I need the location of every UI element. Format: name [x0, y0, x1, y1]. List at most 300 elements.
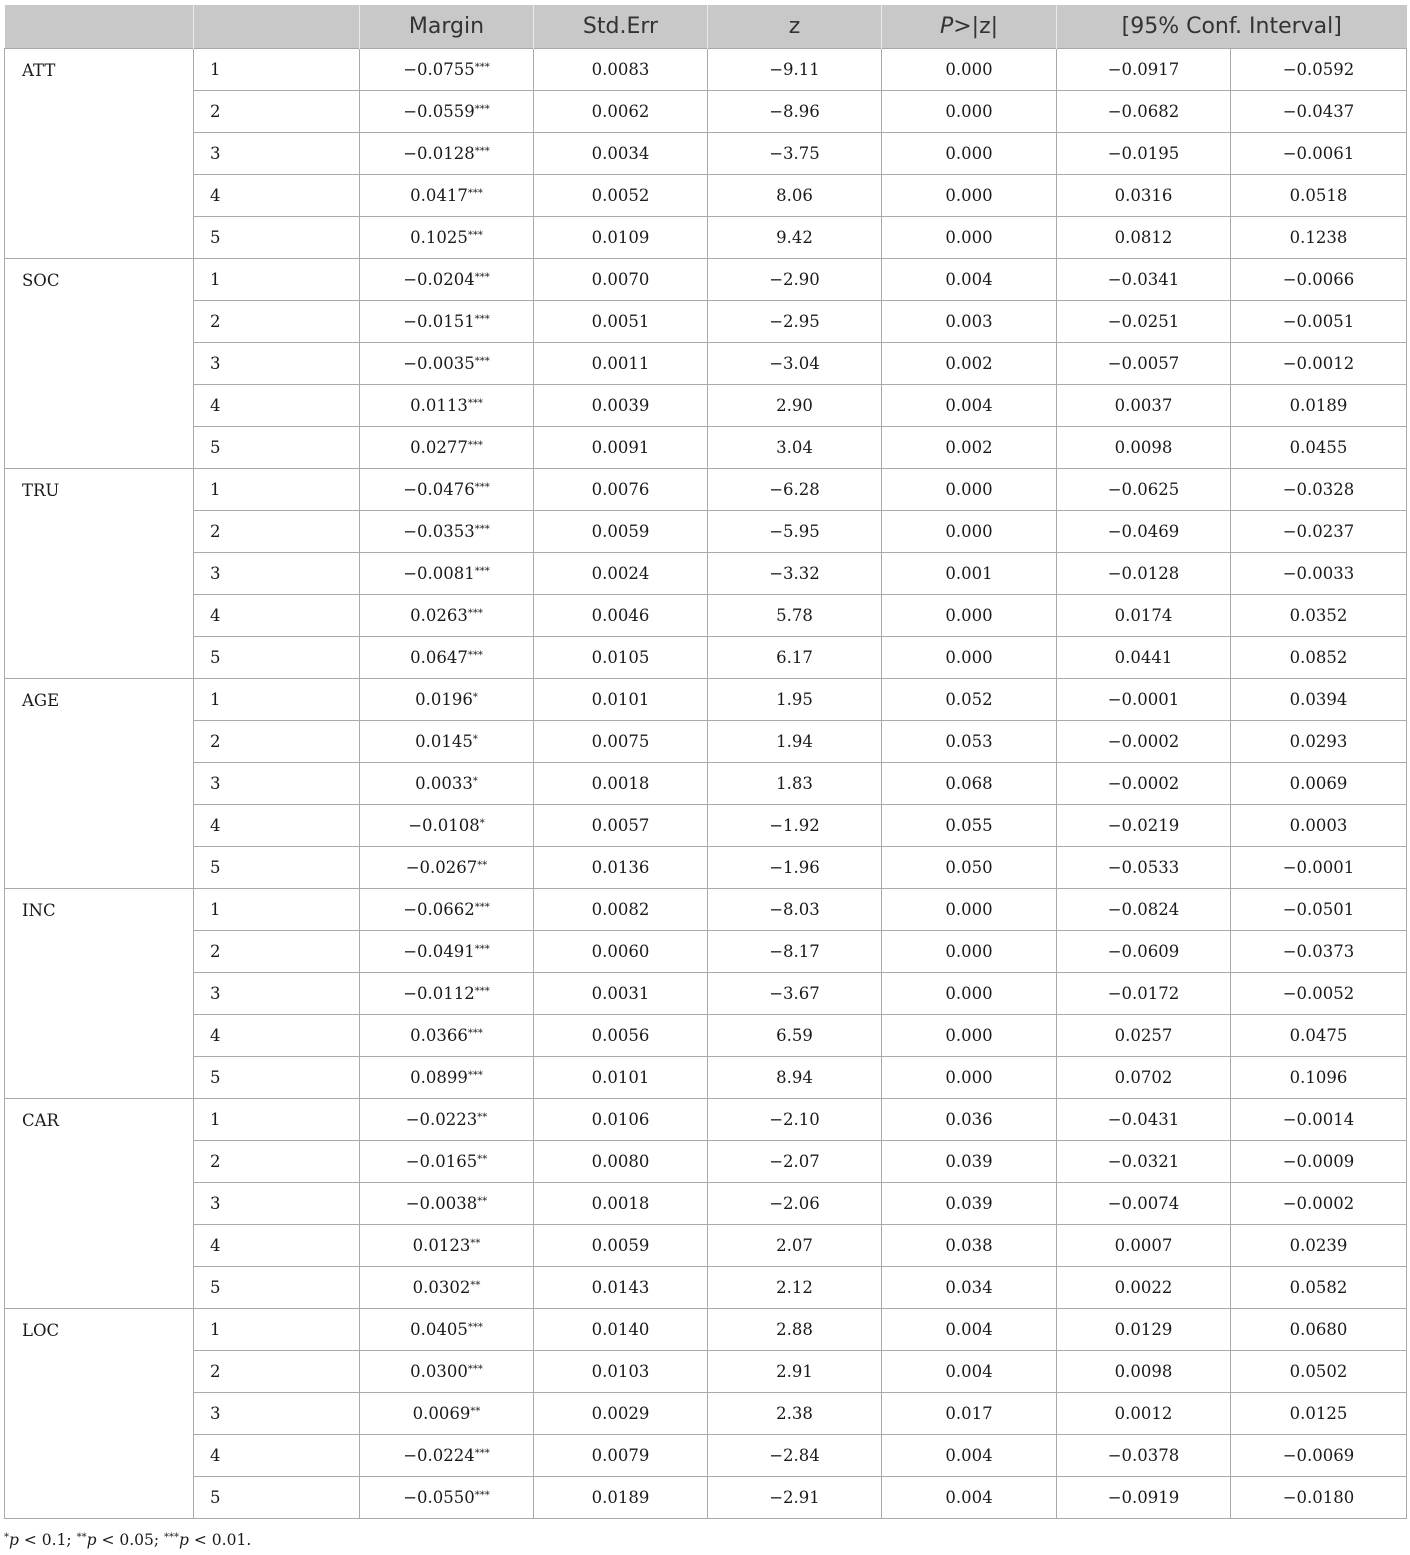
- p-value-cell: 0.000: [882, 217, 1057, 259]
- z-cell: 8.06: [708, 175, 882, 217]
- level-cell: 3: [194, 133, 360, 175]
- variable-name-cell: CAR: [5, 1099, 194, 1309]
- std-err-cell: 0.0051: [534, 301, 708, 343]
- level-cell: 3: [194, 553, 360, 595]
- table-row: [5, 553, 1407, 595]
- margin-cell: [360, 679, 534, 721]
- ci-upper-cell: 0.0502: [1231, 1351, 1407, 1393]
- ci-upper-cell: 0.0239: [1231, 1225, 1407, 1267]
- margin-cell: [360, 1393, 534, 1435]
- margin-value: −0.0353: [403, 522, 475, 541]
- footnote-p-2: p: [86, 1531, 97, 1549]
- marginal-effects-table-container: [4, 5, 1406, 1519]
- p-value-cell: 0.050: [882, 847, 1057, 889]
- margin-cell: [360, 1477, 534, 1519]
- z-cell: 1.83: [708, 763, 882, 805]
- level-cell: 2: [194, 1351, 360, 1393]
- p-value-cell: 0.034: [882, 1267, 1057, 1309]
- z-cell: 8.94: [708, 1057, 882, 1099]
- ci-lower-cell: 0.0022: [1057, 1267, 1231, 1309]
- table-row: [5, 721, 1407, 763]
- p-value-cell: 0.002: [882, 343, 1057, 385]
- header-z: z: [708, 5, 882, 49]
- margin-value: −0.0081: [403, 564, 475, 583]
- margin-value: −0.0151: [403, 312, 475, 331]
- p-value-cell: 0.000: [882, 1057, 1057, 1099]
- level-cell: 5: [194, 847, 360, 889]
- margin-value: 0.0033: [415, 774, 473, 793]
- level-cell: 1: [194, 1099, 360, 1141]
- z-cell: 1.94: [708, 721, 882, 763]
- significance-stars: **: [477, 1112, 488, 1123]
- ci-upper-cell: −0.0592: [1231, 49, 1407, 91]
- variable-name-cell: INC: [5, 889, 194, 1099]
- significance-stars: *: [472, 692, 478, 703]
- ci-lower-cell: 0.0316: [1057, 175, 1231, 217]
- margin-cell: [360, 1225, 534, 1267]
- std-err-cell: 0.0101: [534, 1057, 708, 1099]
- variable-name-cell: ATT: [5, 49, 194, 259]
- ci-lower-cell: 0.0098: [1057, 427, 1231, 469]
- margin-cell: [360, 385, 534, 427]
- p-value-cell: 0.055: [882, 805, 1057, 847]
- margin-value: 0.0145: [415, 732, 473, 751]
- table-row: [5, 763, 1407, 805]
- margin-value: 0.1025: [410, 228, 468, 247]
- margin-value: 0.0899: [410, 1068, 468, 1087]
- table-row: [5, 427, 1407, 469]
- level-cell: 3: [194, 343, 360, 385]
- significance-stars: ***: [474, 104, 490, 115]
- margin-value: −0.0476: [403, 480, 475, 499]
- ci-lower-cell: −0.0002: [1057, 721, 1231, 763]
- z-cell: 2.88: [708, 1309, 882, 1351]
- ci-upper-cell: 0.0125: [1231, 1393, 1407, 1435]
- p-value-cell: 0.000: [882, 1015, 1057, 1057]
- ci-upper-cell: −0.0001: [1231, 847, 1407, 889]
- p-value-cell: 0.039: [882, 1183, 1057, 1225]
- std-err-cell: 0.0062: [534, 91, 708, 133]
- margin-value: 0.0405: [410, 1320, 468, 1339]
- margin-cell: [360, 1267, 534, 1309]
- p-value-cell: 0.000: [882, 469, 1057, 511]
- margin-value: −0.0204: [403, 270, 475, 289]
- level-cell: 4: [194, 1225, 360, 1267]
- margin-value: 0.0647: [410, 648, 468, 667]
- p-value-cell: 0.038: [882, 1225, 1057, 1267]
- footnote-stars-3: ***: [164, 1532, 180, 1543]
- std-err-cell: 0.0109: [534, 217, 708, 259]
- variable-name-cell: TRU: [5, 469, 194, 679]
- p-value-cell: 0.000: [882, 133, 1057, 175]
- table-row: [5, 511, 1407, 553]
- table-row: [5, 301, 1407, 343]
- ci-upper-cell: −0.0052: [1231, 973, 1407, 1015]
- ci-lower-cell: −0.0469: [1057, 511, 1231, 553]
- ci-lower-cell: −0.0682: [1057, 91, 1231, 133]
- std-err-cell: 0.0189: [534, 1477, 708, 1519]
- margin-cell: [360, 637, 534, 679]
- ci-lower-cell: −0.0172: [1057, 973, 1231, 1015]
- ci-lower-cell: 0.0012: [1057, 1393, 1231, 1435]
- margin-cell: [360, 133, 534, 175]
- margin-cell: [360, 805, 534, 847]
- header-margin: Margin: [360, 5, 534, 49]
- margin-cell: [360, 973, 534, 1015]
- std-err-cell: 0.0143: [534, 1267, 708, 1309]
- header-p-rest: >|z|: [953, 14, 999, 39]
- table-row: [5, 1015, 1407, 1057]
- level-cell: 5: [194, 1057, 360, 1099]
- margin-value: 0.0196: [415, 690, 473, 709]
- ci-lower-cell: −0.0002: [1057, 763, 1231, 805]
- ci-lower-cell: 0.0007: [1057, 1225, 1231, 1267]
- std-err-cell: 0.0106: [534, 1099, 708, 1141]
- margin-cell: [360, 1435, 534, 1477]
- level-cell: 2: [194, 721, 360, 763]
- margin-cell: [360, 49, 534, 91]
- level-cell: 1: [194, 469, 360, 511]
- ci-upper-cell: 0.0680: [1231, 1309, 1407, 1351]
- ci-lower-cell: 0.0174: [1057, 595, 1231, 637]
- z-cell: −9.11: [708, 49, 882, 91]
- margin-cell: [360, 1309, 534, 1351]
- std-err-cell: 0.0039: [534, 385, 708, 427]
- margin-cell: [360, 1015, 534, 1057]
- table-row: [5, 49, 1407, 91]
- ci-lower-cell: −0.0609: [1057, 931, 1231, 973]
- z-cell: 3.04: [708, 427, 882, 469]
- level-cell: 2: [194, 301, 360, 343]
- z-cell: −3.75: [708, 133, 882, 175]
- p-value-cell: 0.000: [882, 49, 1057, 91]
- significance-stars: ***: [474, 482, 490, 493]
- level-cell: 1: [194, 679, 360, 721]
- table-footnote: [4, 1531, 251, 1549]
- significance-stars: ***: [474, 524, 490, 535]
- z-cell: −3.67: [708, 973, 882, 1015]
- table-row: [5, 595, 1407, 637]
- ci-upper-cell: −0.0328: [1231, 469, 1407, 511]
- std-err-cell: 0.0083: [534, 49, 708, 91]
- table-row: [5, 637, 1407, 679]
- significance-stars: ***: [467, 188, 483, 199]
- z-cell: −2.06: [708, 1183, 882, 1225]
- ci-upper-cell: −0.0009: [1231, 1141, 1407, 1183]
- table-row: [5, 1393, 1407, 1435]
- table-body: [5, 49, 1407, 1519]
- header-p-italic: P: [939, 14, 954, 39]
- ci-upper-cell: −0.0437: [1231, 91, 1407, 133]
- p-value-cell: 0.000: [882, 595, 1057, 637]
- level-cell: 5: [194, 427, 360, 469]
- level-cell: 4: [194, 595, 360, 637]
- p-value-cell: 0.017: [882, 1393, 1057, 1435]
- ci-upper-cell: 0.0475: [1231, 1015, 1407, 1057]
- margin-value: 0.0417: [410, 186, 468, 205]
- header-p-value: [882, 5, 1057, 49]
- ci-upper-cell: −0.0180: [1231, 1477, 1407, 1519]
- margin-cell: [360, 175, 534, 217]
- p-value-cell: 0.000: [882, 511, 1057, 553]
- table-row: [5, 1225, 1407, 1267]
- significance-stars: ***: [474, 62, 490, 73]
- ci-upper-cell: −0.0014: [1231, 1099, 1407, 1141]
- p-value-cell: 0.002: [882, 427, 1057, 469]
- header-std-err: Std.Err: [534, 5, 708, 49]
- ci-upper-cell: 0.0394: [1231, 679, 1407, 721]
- significance-stars: ***: [467, 650, 483, 661]
- ci-lower-cell: −0.0128: [1057, 553, 1231, 595]
- margin-value: −0.0491: [403, 942, 475, 961]
- ci-lower-cell: −0.0251: [1057, 301, 1231, 343]
- std-err-cell: 0.0091: [534, 427, 708, 469]
- z-cell: −2.07: [708, 1141, 882, 1183]
- ci-upper-cell: 0.1238: [1231, 217, 1407, 259]
- ci-lower-cell: −0.0001: [1057, 679, 1231, 721]
- level-cell: 2: [194, 91, 360, 133]
- margin-cell: [360, 889, 534, 931]
- p-value-cell: 0.004: [882, 259, 1057, 301]
- level-cell: 4: [194, 385, 360, 427]
- margin-cell: [360, 847, 534, 889]
- ci-lower-cell: −0.0219: [1057, 805, 1231, 847]
- ci-upper-cell: 0.0003: [1231, 805, 1407, 847]
- ci-lower-cell: −0.0341: [1057, 259, 1231, 301]
- margin-value: −0.0165: [405, 1152, 478, 1171]
- std-err-cell: 0.0080: [534, 1141, 708, 1183]
- std-err-cell: 0.0046: [534, 595, 708, 637]
- p-value-cell: 0.000: [882, 637, 1057, 679]
- std-err-cell: 0.0079: [534, 1435, 708, 1477]
- z-cell: −8.03: [708, 889, 882, 931]
- ci-lower-cell: 0.0257: [1057, 1015, 1231, 1057]
- margin-cell: [360, 427, 534, 469]
- z-cell: −2.91: [708, 1477, 882, 1519]
- significance-stars: ***: [474, 314, 490, 325]
- level-cell: 1: [194, 49, 360, 91]
- ci-lower-cell: 0.0812: [1057, 217, 1231, 259]
- table-row: [5, 889, 1407, 931]
- ci-lower-cell: −0.0533: [1057, 847, 1231, 889]
- margin-value: 0.0277: [410, 438, 468, 457]
- ci-upper-cell: −0.0002: [1231, 1183, 1407, 1225]
- table-row: [5, 1141, 1407, 1183]
- table-row: [5, 805, 1407, 847]
- p-value-cell: 0.003: [882, 301, 1057, 343]
- margin-value: −0.0108: [408, 816, 480, 835]
- ci-lower-cell: −0.0625: [1057, 469, 1231, 511]
- significance-stars: **: [470, 1238, 481, 1249]
- ci-upper-cell: 0.0455: [1231, 427, 1407, 469]
- significance-stars: ***: [474, 146, 490, 157]
- table-row: [5, 847, 1407, 889]
- z-cell: −8.96: [708, 91, 882, 133]
- table-row: [5, 679, 1407, 721]
- ci-upper-cell: −0.0501: [1231, 889, 1407, 931]
- table-row: [5, 259, 1407, 301]
- std-err-cell: 0.0056: [534, 1015, 708, 1057]
- margin-value: −0.0128: [403, 144, 475, 163]
- ci-upper-cell: −0.0033: [1231, 553, 1407, 595]
- level-cell: 5: [194, 1477, 360, 1519]
- footnote-text-3: < 0.01.: [188, 1531, 252, 1549]
- margin-value: 0.0302: [412, 1278, 471, 1297]
- std-err-cell: 0.0076: [534, 469, 708, 511]
- margin-cell: [360, 1351, 534, 1393]
- margin-value: −0.0550: [403, 1488, 475, 1507]
- margin-value: −0.0662: [403, 900, 475, 919]
- z-cell: −8.17: [708, 931, 882, 973]
- margin-cell: [360, 763, 534, 805]
- level-cell: 3: [194, 1393, 360, 1435]
- p-value-cell: 0.004: [882, 1435, 1057, 1477]
- margin-value: 0.0366: [410, 1026, 468, 1045]
- footnote-stars-2: **: [76, 1532, 87, 1543]
- significance-stars: *: [479, 818, 485, 829]
- z-cell: 2.90: [708, 385, 882, 427]
- table-row: [5, 973, 1407, 1015]
- significance-stars: **: [470, 1406, 481, 1417]
- level-cell: 4: [194, 1015, 360, 1057]
- ci-lower-cell: 0.0702: [1057, 1057, 1231, 1099]
- margin-cell: [360, 511, 534, 553]
- margin-value: 0.0069: [412, 1404, 471, 1423]
- level-cell: 5: [194, 217, 360, 259]
- z-cell: −2.10: [708, 1099, 882, 1141]
- ci-lower-cell: 0.0129: [1057, 1309, 1231, 1351]
- p-value-cell: 0.039: [882, 1141, 1057, 1183]
- z-cell: −2.84: [708, 1435, 882, 1477]
- significance-stars: ***: [474, 944, 490, 955]
- table-row: [5, 133, 1407, 175]
- footnote-text-1: < 0.1;: [18, 1531, 77, 1549]
- margin-cell: [360, 1099, 534, 1141]
- ci-lower-cell: 0.0098: [1057, 1351, 1231, 1393]
- table-header: [5, 5, 1407, 49]
- ci-upper-cell: −0.0069: [1231, 1435, 1407, 1477]
- std-err-cell: 0.0024: [534, 553, 708, 595]
- significance-stars: ***: [467, 1070, 483, 1081]
- margin-cell: [360, 931, 534, 973]
- margin-cell: [360, 1057, 534, 1099]
- significance-stars: ***: [474, 272, 490, 283]
- table-row: [5, 1267, 1407, 1309]
- level-cell: 4: [194, 1435, 360, 1477]
- significance-stars: ***: [474, 902, 490, 913]
- significance-stars: *: [472, 734, 478, 745]
- std-err-cell: 0.0018: [534, 1183, 708, 1225]
- table-row: [5, 385, 1407, 427]
- significance-stars: **: [477, 1196, 488, 1207]
- z-cell: −3.04: [708, 343, 882, 385]
- ci-lower-cell: −0.0917: [1057, 49, 1231, 91]
- header-variable: [5, 5, 194, 49]
- table-row: [5, 469, 1407, 511]
- level-cell: 5: [194, 637, 360, 679]
- p-value-cell: 0.000: [882, 91, 1057, 133]
- margin-cell: [360, 1183, 534, 1225]
- level-cell: 3: [194, 1183, 360, 1225]
- header-conf-interval: [95% Conf. Interval]: [1057, 5, 1407, 49]
- p-value-cell: 0.004: [882, 1351, 1057, 1393]
- table-row: [5, 217, 1407, 259]
- level-cell: 2: [194, 1141, 360, 1183]
- margin-cell: [360, 343, 534, 385]
- ci-upper-cell: −0.0373: [1231, 931, 1407, 973]
- significance-stars: ***: [467, 230, 483, 241]
- footnote-p-1: p: [9, 1531, 19, 1549]
- variable-name-cell: SOC: [5, 259, 194, 469]
- margin-cell: [360, 721, 534, 763]
- level-cell: 1: [194, 259, 360, 301]
- p-value-cell: 0.036: [882, 1099, 1057, 1141]
- header-row: [5, 5, 1407, 49]
- z-cell: −3.32: [708, 553, 882, 595]
- p-value-cell: 0.000: [882, 931, 1057, 973]
- footnote-stars-1: *: [4, 1532, 9, 1543]
- margin-value: −0.0035: [403, 354, 475, 373]
- ci-lower-cell: −0.0378: [1057, 1435, 1231, 1477]
- margin-cell: [360, 595, 534, 637]
- significance-stars: ***: [467, 1322, 483, 1333]
- std-err-cell: 0.0057: [534, 805, 708, 847]
- ci-upper-cell: 0.0352: [1231, 595, 1407, 637]
- ci-upper-cell: 0.0518: [1231, 175, 1407, 217]
- ci-lower-cell: −0.0057: [1057, 343, 1231, 385]
- z-cell: 9.42: [708, 217, 882, 259]
- z-cell: 1.95: [708, 679, 882, 721]
- std-err-cell: 0.0136: [534, 847, 708, 889]
- std-err-cell: 0.0059: [534, 511, 708, 553]
- table-row: [5, 931, 1407, 973]
- std-err-cell: 0.0140: [534, 1309, 708, 1351]
- ci-upper-cell: −0.0066: [1231, 259, 1407, 301]
- ci-upper-cell: 0.0069: [1231, 763, 1407, 805]
- significance-stars: **: [477, 1154, 488, 1165]
- ci-upper-cell: 0.1096: [1231, 1057, 1407, 1099]
- ci-upper-cell: 0.0582: [1231, 1267, 1407, 1309]
- footnote-text-2: < 0.05;: [96, 1531, 165, 1549]
- std-err-cell: 0.0031: [534, 973, 708, 1015]
- significance-stars: ***: [474, 566, 490, 577]
- ci-upper-cell: −0.0051: [1231, 301, 1407, 343]
- std-err-cell: 0.0034: [534, 133, 708, 175]
- ci-upper-cell: 0.0293: [1231, 721, 1407, 763]
- table-row: [5, 1477, 1407, 1519]
- margin-value: −0.0038: [405, 1194, 478, 1213]
- std-err-cell: 0.0059: [534, 1225, 708, 1267]
- footnote-p-3: p: [179, 1531, 189, 1549]
- significance-stars: **: [470, 1280, 481, 1291]
- level-cell: 2: [194, 511, 360, 553]
- level-cell: 5: [194, 1267, 360, 1309]
- significance-stars: ***: [474, 986, 490, 997]
- margin-value: 0.0113: [410, 396, 468, 415]
- margin-cell: [360, 217, 534, 259]
- significance-stars: ***: [474, 356, 490, 367]
- table-row: [5, 1435, 1407, 1477]
- significance-stars: ***: [467, 1364, 483, 1375]
- p-value-cell: 0.000: [882, 973, 1057, 1015]
- margin-cell: [360, 553, 534, 595]
- margin-value: −0.0112: [403, 984, 475, 1003]
- header-level: [194, 5, 360, 49]
- level-cell: 3: [194, 763, 360, 805]
- p-value-cell: 0.053: [882, 721, 1057, 763]
- ci-lower-cell: −0.0431: [1057, 1099, 1231, 1141]
- ci-upper-cell: 0.0189: [1231, 385, 1407, 427]
